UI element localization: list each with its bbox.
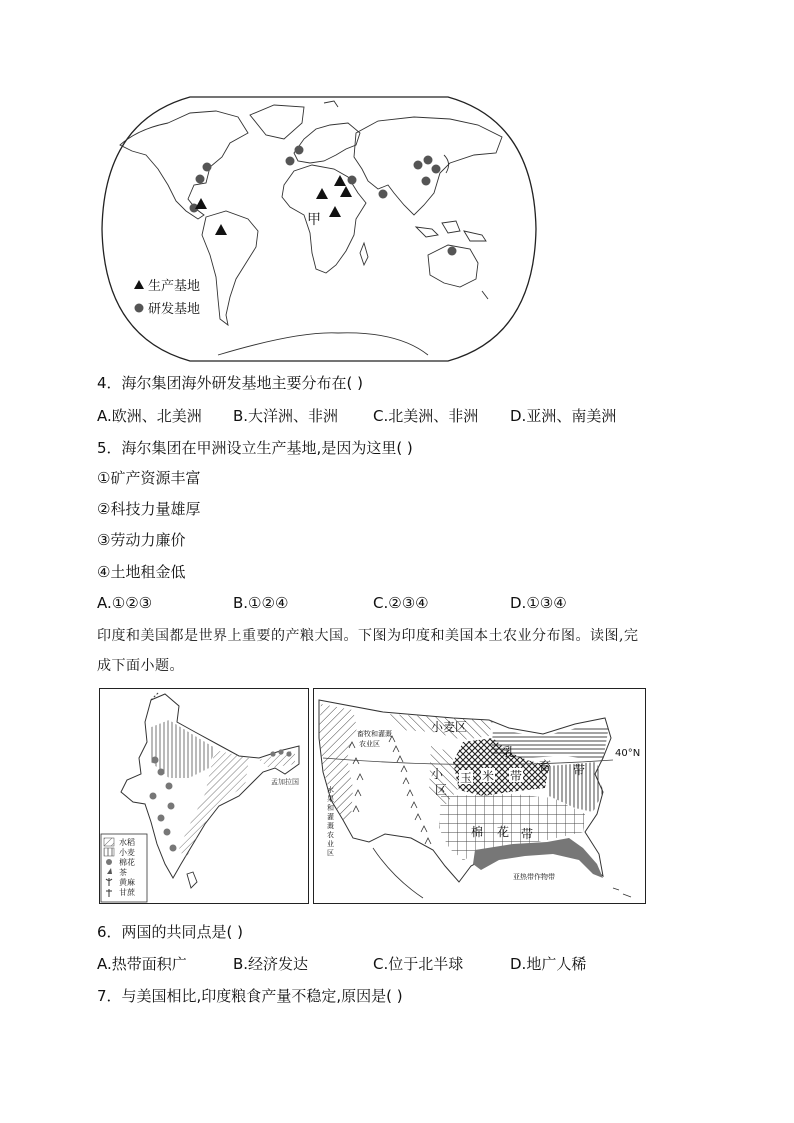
latitude-label: 40°N	[615, 748, 641, 759]
legend-dot-icon	[135, 304, 144, 313]
dairy-label-3: 带	[573, 763, 586, 777]
map-frame	[102, 97, 536, 361]
q5-item-2: ②科技力量雄厚	[97, 500, 201, 518]
research-dot	[448, 247, 457, 256]
legend-jute-label: 黄麻	[119, 878, 135, 887]
research-dot	[432, 165, 441, 174]
legend-sugarcane-label: 甘蔗	[119, 888, 135, 897]
q4-option-a[interactable]: A.欧洲、北美洲	[97, 407, 202, 425]
irrigation-label-8: 区	[327, 849, 334, 857]
corn-label-2: 米	[482, 769, 495, 783]
usa-agriculture-map	[313, 688, 646, 904]
legend-tea-label: 茶	[119, 868, 127, 877]
legend-research-label: 研发基地	[148, 302, 201, 317]
irrigation-label-3: 和	[327, 804, 334, 812]
intro-line-2: 成下面小题。	[97, 658, 184, 674]
ranch-label-2: 农业区	[359, 740, 380, 748]
q5-option-c[interactable]: C.②③④	[373, 594, 429, 612]
q4-option-b[interactable]: B.大洋洲、非洲	[233, 407, 339, 425]
irrigation-label-2: 果	[327, 795, 334, 803]
q6-option-a[interactable]: A.热带面积广	[97, 955, 187, 973]
q4-option-d[interactable]: D.亚洲、南美洲	[510, 407, 617, 425]
q5-option-d[interactable]: D.①③④	[510, 594, 567, 612]
india-agriculture-map	[99, 688, 309, 904]
subtropical-label: 亚热带作物带	[513, 873, 555, 881]
dairy-label-1: 乳	[503, 745, 516, 759]
research-dot	[203, 163, 212, 172]
irrigation-label-1: 水	[327, 786, 334, 794]
corn-label-3: 带	[510, 769, 523, 783]
country-label-jia: 甲	[307, 212, 321, 228]
q5-item-3: ③劳动力廉价	[97, 531, 186, 549]
q6-option-b[interactable]: B.经济发达	[233, 955, 309, 973]
world-map	[98, 93, 540, 365]
q6-option-c[interactable]: C.位于北半球	[373, 955, 464, 973]
q5-item-1: ①矿产资源丰富	[97, 469, 201, 487]
research-dot	[196, 175, 205, 184]
research-dot	[414, 161, 423, 170]
cotton-icon	[106, 859, 112, 865]
research-dot	[422, 177, 431, 186]
research-dot	[348, 176, 357, 185]
irrigation-label-4: 灌	[327, 813, 334, 821]
irrigation-label-5: 溉	[327, 822, 334, 830]
dairy-label-2: 畜	[539, 759, 552, 773]
ranch-label-1: 畜牧和灌溉	[357, 730, 392, 738]
q5-option-b[interactable]: B.①②④	[233, 594, 289, 612]
q7-stem: 7．与美国相比,印度粮食产量不稳定,原因是( )	[97, 987, 403, 1005]
q5-stem: 5．海尔集团在甲洲设立生产基地,是因为这里( )	[97, 439, 413, 457]
q5-option-a[interactable]: A.①②③	[97, 594, 153, 612]
legend-rice-label: 水稻	[119, 838, 135, 847]
q4-stem: 4．海尔集团海外研发基地主要分布在( )	[97, 374, 364, 392]
legend-wheat-label: 小麦	[119, 848, 135, 857]
q4-option-c[interactable]: C.北美洲、非洲	[373, 407, 479, 425]
cotton-label-3: 带	[521, 827, 534, 841]
legend-production-label: 生产基地	[148, 279, 201, 294]
legend-cotton-label: 棉花	[119, 858, 135, 867]
intro-line-1: 印度和美国都是世界上重要的产粮大国。下图为印度和美国本土农业分布图。读图,完	[97, 628, 639, 644]
wheat-small-label-2: 区	[435, 783, 448, 797]
cotton-label-2: 花	[497, 825, 510, 839]
q6-option-d[interactable]: D.地广人稀	[510, 955, 587, 973]
wheat-region-label: 小麦区	[431, 720, 468, 734]
corn-label-1: 玉	[460, 771, 473, 785]
q6-stem: 6．两国的共同点是( )	[97, 923, 244, 941]
research-dot	[424, 156, 433, 165]
irrigation-label-6: 农	[327, 831, 334, 839]
research-dot	[295, 146, 304, 155]
research-dot	[379, 190, 388, 199]
wheat-small-label-1: 小	[431, 767, 444, 781]
cotton-label-1: 棉	[471, 825, 484, 839]
irrigation-label-7: 业	[327, 840, 334, 848]
research-dot	[286, 157, 295, 166]
bangladesh-label: 孟加拉国	[271, 778, 299, 786]
q5-item-4: ④土地租金低	[97, 563, 186, 581]
